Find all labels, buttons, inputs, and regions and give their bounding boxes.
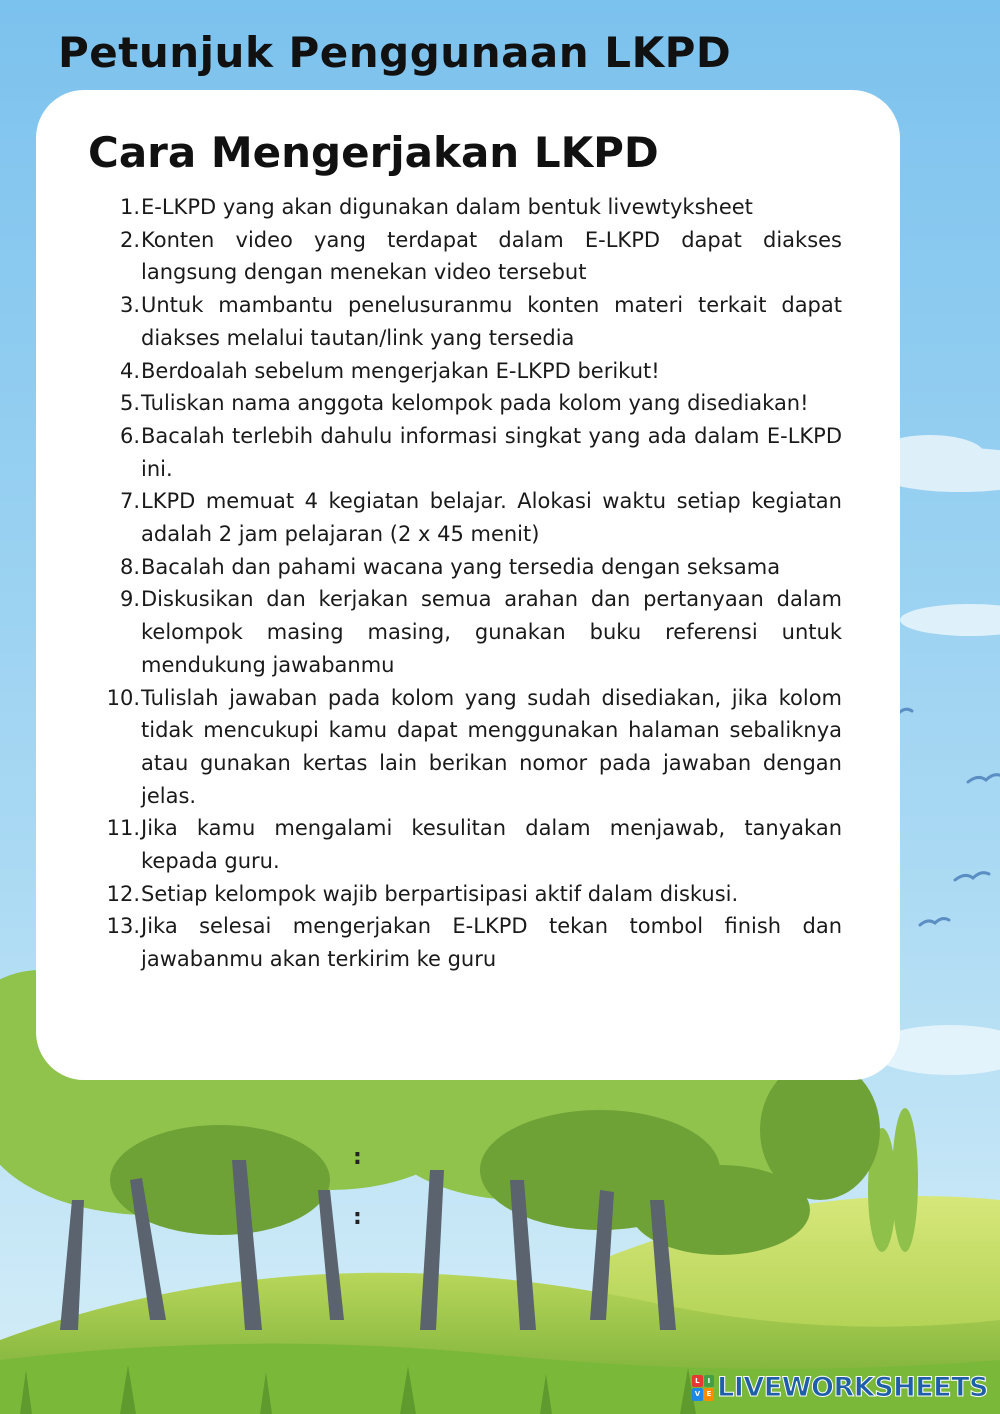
item-text: Untuk mambantu penelusuranmu konten materi terkait dapat diakses melalui tautan/link yang tersedia	[141, 293, 842, 350]
item-text: Tuliskan nama anggota kelompok pada kolom yang disediakan!	[141, 391, 809, 416]
item-number: 12.	[106, 881, 140, 906]
logo-letter: E	[704, 1388, 715, 1401]
list-item	[88, 583, 842, 681]
liveworksheets-wordmark: LIVEWORKSHEETS	[717, 1372, 988, 1403]
item-number: 7.	[119, 489, 140, 514]
item-text: E-LKPD yang akan digunakan dalam bentuk livewtyksheet	[141, 195, 753, 219]
item-number: 13.	[106, 914, 140, 939]
list-item	[88, 551, 842, 584]
item-number: 1.	[119, 195, 140, 219]
item-number: 4.	[119, 358, 140, 383]
item-number: 9.	[119, 587, 140, 612]
item-text: Bacalah terlebih dahulu informasi singkat yang ada dalam E-LKPD ini.	[141, 423, 842, 481]
list-item	[88, 812, 842, 877]
list-item	[88, 387, 842, 420]
liveworksheets-icon	[692, 1375, 714, 1401]
list-item	[88, 682, 842, 813]
liveworksheets-logo	[692, 1372, 988, 1403]
item-text: Konten video yang terdapat dalam E-LKPD dapat diakses langsung dengan menekan video tersebut	[141, 227, 842, 285]
item-text: Setiap kelompok wajib berpartisipasi aktif dalam diskusi.	[141, 881, 739, 906]
item-number: 3.	[119, 293, 140, 318]
item-number: 10.	[106, 685, 140, 710]
item-text: Jika kamu mengalami kesulitan dalam menjawab, tanyakan kepada guru.	[141, 816, 842, 874]
instructions-card	[36, 90, 900, 1080]
list-item	[88, 355, 842, 388]
item-number: 5.	[119, 391, 140, 416]
item-number: 6.	[119, 423, 140, 448]
item-text: Tulislah jawaban pada kolom yang sudah disediakan, jika kolom tidak mencukupi kamu dapat menggunakan halaman sebaliknya atau gunakan kertas lain berikan nomor pada jawaban dengan jelas.	[141, 685, 842, 808]
list-item	[88, 878, 842, 911]
colon-mark: :	[353, 1145, 362, 1170]
item-text: LKPD memuat 4 kegiatan belajar. Alokasi waktu setiap kegiatan adalah 2 jam pelajaran (2 x 45 menit)	[141, 489, 842, 547]
list-item	[88, 910, 842, 975]
item-text: Berdoalah sebelum mengerjakan E-LKPD berikut!	[141, 358, 660, 383]
item-text: Bacalah dan pahami wacana yang tersedia dengan seksama	[141, 554, 781, 579]
item-number: 11.	[106, 816, 140, 841]
item-number: 2.	[119, 227, 140, 252]
item-text: Diskusikan dan kerjakan semua arahan dan pertanyaan dalam kelompok masing masing, gunakan buku referensi untuk mendukung jawabanmu	[141, 587, 842, 677]
list-item	[88, 289, 842, 354]
list-item	[88, 485, 842, 550]
logo-letter: I	[704, 1375, 715, 1388]
item-number: 8.	[119, 554, 140, 579]
page-title: Petunjuk Penggunaan LKPD	[58, 28, 732, 77]
logo-letter: V	[692, 1388, 703, 1401]
logo-letter: L	[692, 1375, 703, 1388]
instruction-list	[88, 191, 842, 976]
list-item	[88, 191, 842, 224]
card-title: Cara Mengerjakan LKPD	[88, 128, 659, 177]
item-text: Jika selesai mengerjakan E-LKPD tekan tombol finish dan jawabanmu akan terkirim ke guru	[141, 914, 842, 972]
colon-mark: :	[353, 1205, 362, 1230]
list-item	[88, 224, 842, 289]
list-item	[88, 420, 842, 485]
